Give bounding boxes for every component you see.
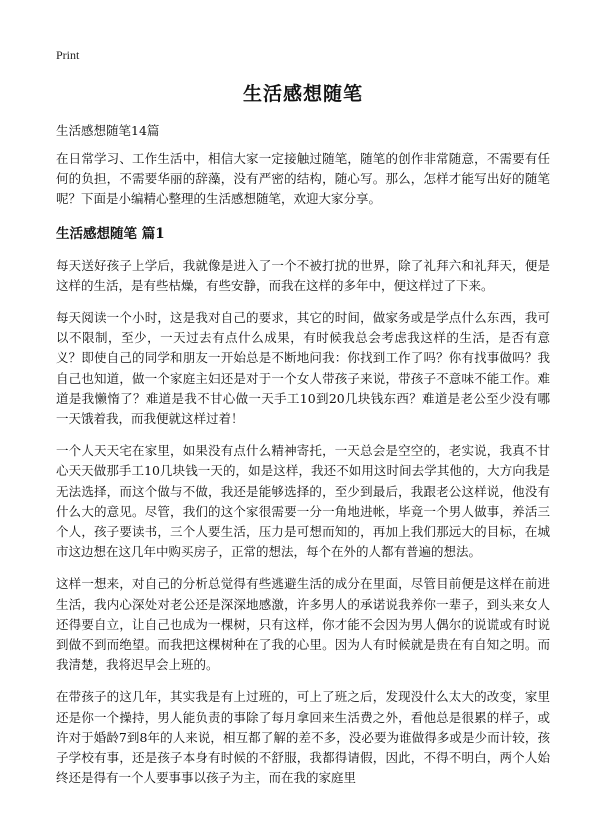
print-link[interactable]: Print bbox=[56, 48, 80, 62]
page-title: 生活感想随笔 bbox=[242, 83, 363, 105]
intro-paragraph: 在日常学习、工作生活中，相信大家一定接触过随笔，随笔的创作非常随意，不需要有任何的负担，不需要华丽的辞藻，没有严密的结构，随心写。那么，怎样才能写出好的随笔呢？下面是小编精心整理的生活感想随笔，欢迎大家分享。 bbox=[56, 151, 550, 207]
section-heading: 生活感想随笔 篇1 bbox=[56, 225, 165, 242]
body-paragraph-4: 这样一想来，对自己的分析总觉得有些逃避生活的成分在里面，尽管目前便是这样在前进生活，我内心深处对老公还是深深地感激，许多男人的承诺说我养你一辈子，到头来女人还得要自立，让自己也成为一棵树，只有这样，你才能不会因为男人偶尔的说谎或有时说到做不到而绝望。而我把这棵树种在了我的心里。因为人有时候就是贵在有自知之明。而我清楚，我将迟早会上班的。 bbox=[56, 576, 550, 673]
document-subtitle: 生活感想随笔14篇 bbox=[56, 123, 160, 138]
body-paragraph-5: 在带孩子的这几年，其实我是有上过班的，可上了班之后，发现没什么太大的改变，家里还是你一个操持，男人能负责的事除了每月拿回来生活费之外，看他总是很累的样子，或许对于婚龄7到8年的人来说，相互都了解的差不多，没必要为谁做得多或是少而计较，孩子学校有事，还是孩子本身有时候的不舒服，我都得请假，因此，不得不明白，两个人始终还是得有一个人要事事以孩子为主，而在我的家庭里 bbox=[56, 689, 550, 786]
body-paragraph-2: 每天阅读一个小时，这是我对自己的要求，其它的时间，做家务或是学点什么东西，我可以不限制，至少，一天过去有点什么成果，有时候我总会考虑我这样的生活，是否有意义？即使自己的同学和朋友一开始总是不断地问我：你找到工作了吗？你有找事做吗？我自己也知道，做一个家庭主妇还是对于一个女人带孩子来说，带孩子不意味不能工作。难道是我懒惰了？难道是我不甘心做一天手工10到20几块钱东西？难道是老公至少没有哪一天饿着我，而我便就这样过着！ bbox=[56, 310, 550, 427]
body-paragraph-1: 每天送好孩子上学后，我就像是进入了一个不被打扰的世界，除了礼拜六和礼拜天，便是这样的生活，是有些枯燥，有些安静，而我在这样的多年中，便这样过了下来。 bbox=[56, 257, 550, 293]
body-paragraph-3: 一个人天天宅在家里，如果没有点什么精神寄托，一天总会是空空的，老实说，我真不甘心天天做那手工10几块钱一天的，如是这样，我还不如用这时间去学其他的，大方向我是无法选择，而这个做与不做，我还是能够选择的，至少到最后，我跟老公这样说，他没有什么大的意见。尽管，我们的这个家很需要一分一角地进帐，毕竟一个男人做事，养活三个人，孩子要读书，三个人要生活，压力是可想而知的，再加上我们那远大的目标，在城市这边想在这几年中购买房子，正常的想法，每个在外的人都有普遍的想法。 bbox=[56, 443, 550, 560]
